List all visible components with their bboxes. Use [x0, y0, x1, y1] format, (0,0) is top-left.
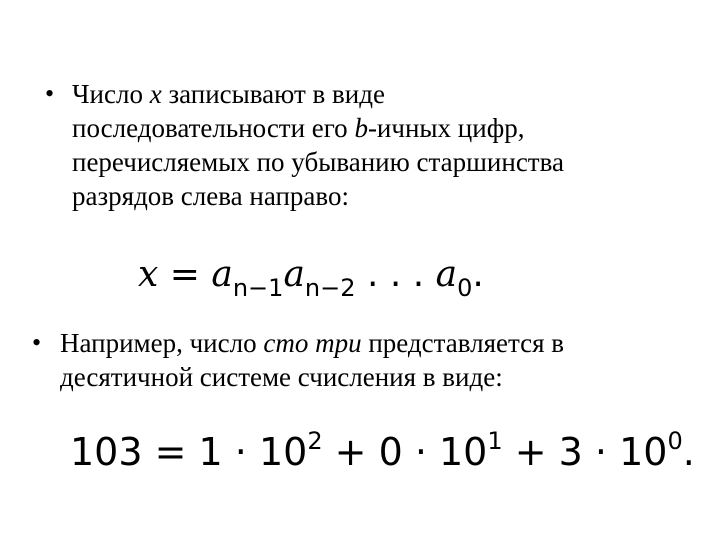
bullet-2-line-1: Например, число сто три представляется в [60, 328, 565, 358]
bullet-2-text [60, 326, 564, 394]
bullet-2-line-2: десятичной системе счисления в виде: [60, 362, 503, 392]
bullet-dot-2: • [32, 328, 42, 357]
bullet-1-line-2: последовательности его b-ичных цифр, [72, 113, 525, 143]
bullet-1-line-1: Число x записывают в виде [72, 79, 385, 109]
bullet-dot-1: • [45, 79, 55, 108]
bullet-1-line-3: перечисляемых по убыванию старшинства [72, 147, 564, 177]
bullet-1-text [72, 77, 564, 213]
bullet-1-line-4: разрядов слева направо: [72, 181, 349, 211]
formula-103-expansion: $103 = 1 \cdot 10^2 + 0 \cdot 10^1 + 3 \cdot 10^0$. [70, 427, 695, 474]
formula-digit-sequence: $x = a_{n-1}a_{n-2}$ . . . $a_0$. [138, 254, 484, 302]
